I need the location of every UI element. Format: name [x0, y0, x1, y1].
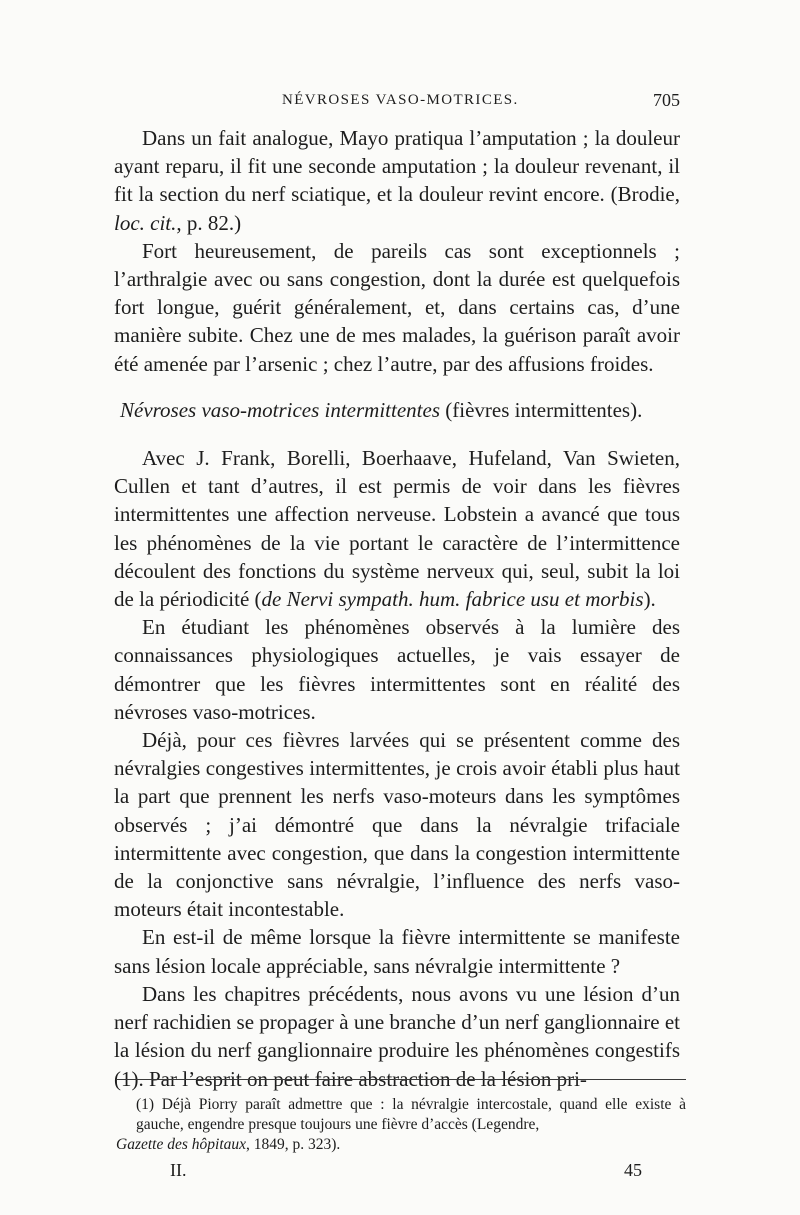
body-text [114, 124, 680, 1093]
running-head: NÉVROSES VASO-MOTRICES. [282, 92, 519, 108]
footnote-divider [116, 1079, 686, 1080]
page-header [114, 92, 680, 116]
section-heading-italic: Névroses vaso-motrices intermittentes [120, 397, 440, 422]
section-heading [114, 396, 680, 424]
paragraph-1: Dans un fait analogue, Mayo pratiqua l’amputation ; la douleur ayant reparu, il fit une seconde amputation ; la douleur revenant, il fit la section du nerf sciatique, et la douleur revint encore. (Brodie, loc. cit., p. 82.) [114, 126, 680, 235]
paragraph-7: Dans les chapitres précédents, nous avons vu une lésion d’un nerf rachidien se propager à une branche d’un nerf ganglionnaire et la lésion du nerf ganglionnaire produire les phénomènes congestifs (1). Par l’esprit on peut faire abstraction de la lésion pri- [114, 981, 680, 1091]
page-number: 705 [653, 90, 680, 110]
signature-number: 45 [624, 1160, 642, 1180]
paragraph-4: En étudiant les phénomènes observés à la lumière des connaissances physiologiques actuelles, je vais essayer de démontrer que les fièvres intermittentes sont en réalité des névroses vaso-motrices. [114, 615, 680, 724]
paragraph-3: Avec J. Frank, Borelli, Boerhaave, Hufeland, Van Swieten, Cullen et tant d’autres, il est permis de voir dans les fièvres intermittentes une affection nerveuse. Lobstein a avancé que tous les phénomènes de la vie portant le caractère de l’intermittence découlent des fonctions du système nerveux qui, seul, subit la loi de la périodicité (de Nervi sympath. hum. fabrice usu et morbis). [114, 446, 680, 612]
footnote-citation: Gazette des hôpitaux [116, 1136, 247, 1153]
paragraph-2: Fort heureusement, de pareils cas sont exceptionnels ; l’arthralgie avec ou sans congestion, dont la durée est quelquefois fort longue, guérit généralement, et, dans certains cas, d’une manière subite. Chez une de mes malades, la guérison paraît avoir été amenée par l’arsenic ; chez l’autre, par des affusions froides. [114, 238, 680, 376]
signature-volume: II. [170, 1160, 187, 1180]
printer-signature [114, 1160, 642, 1184]
footnote: (1) Déjà Piorry paraît admettre que : la névralgie intercostale, quand elle existe à gauche, engendre presque toujours une fièvre d’accès (Legendre,Gazette des hôpitaux, 1849, p. 323). [116, 1096, 686, 1153]
paragraph-5: Déjà, pour ces fièvres larvées qui se présentent comme des névralgies congestives intermittentes, je crois avoir établi plus haut la part que prennent les nerfs vaso-moteurs dans les symptômes observés ; j’ai démontré que dans la névralgie trifaciale intermittente avec congestion, que dans la congestion intermittente de la conjonctive sans névralgie, l’influence des nerfs vaso-moteurs était incontestable. [114, 728, 680, 922]
section-heading-roman: (fièvres intermittentes). [440, 397, 643, 422]
paragraph-6: En est-il de même lorsque la fièvre intermittente se manifeste sans lésion locale appréciable, sans névralgie intermittente ? [114, 925, 680, 978]
